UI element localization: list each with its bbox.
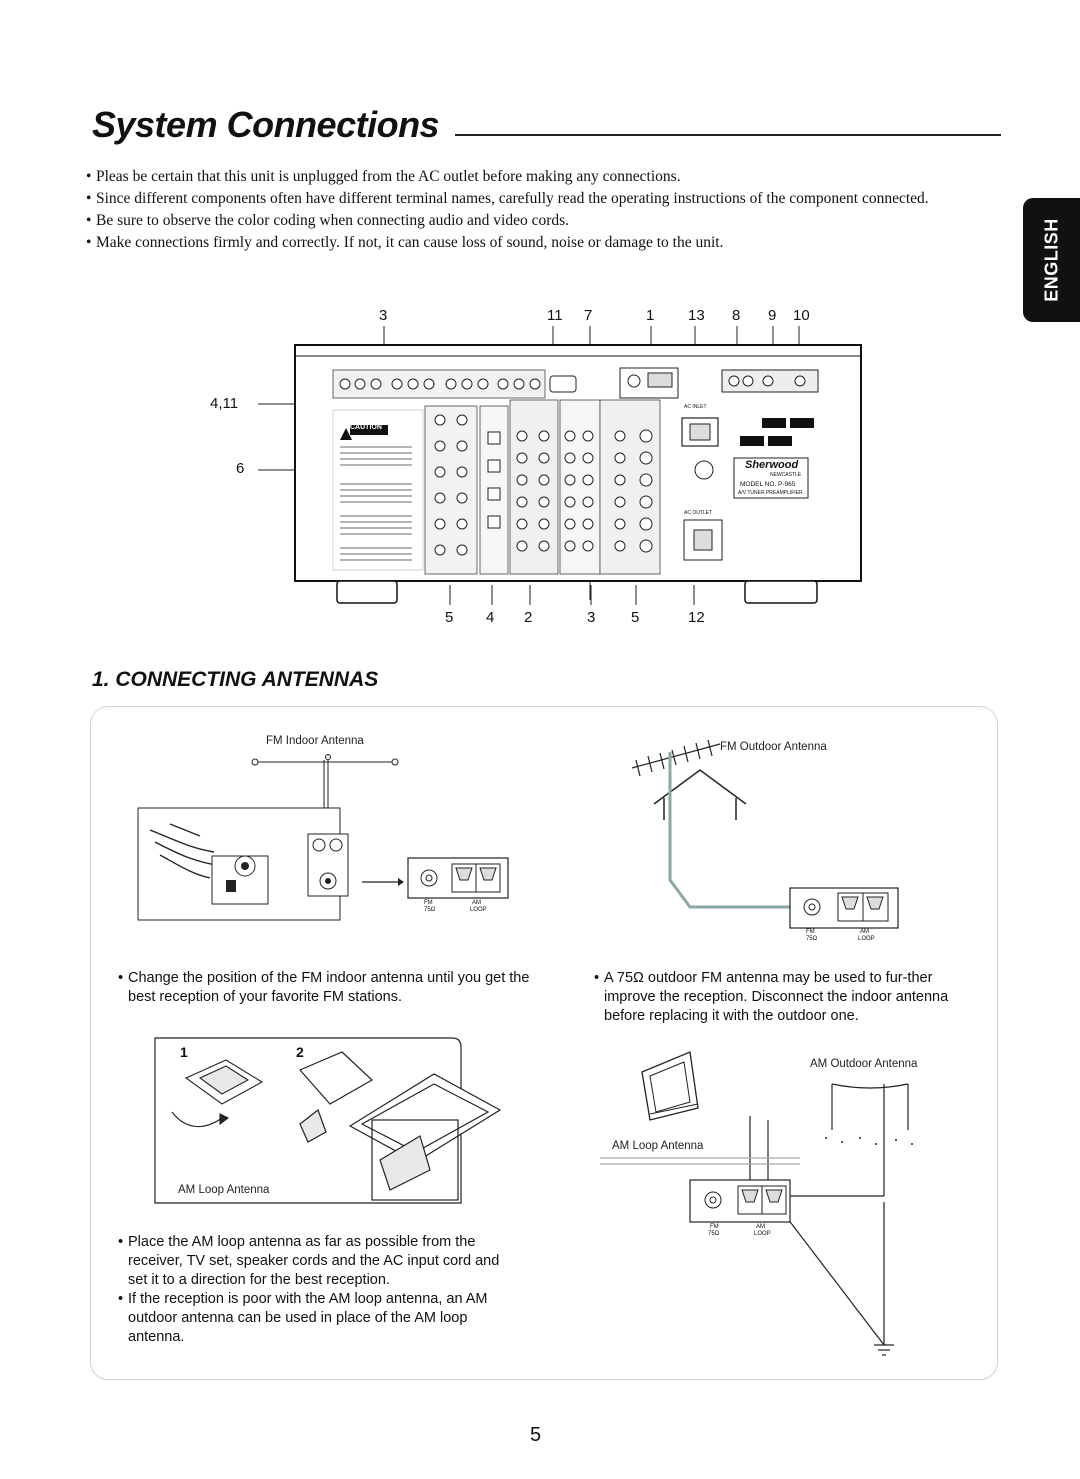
brand-sub: NEWCASTLE [770,472,802,478]
step-1-label: 1 [180,1044,188,1060]
terminal-loop-label: LOOP [754,1231,771,1237]
am-notes [118,1233,518,1347]
callout-number: 9 [768,307,777,324]
am-loop-label-right: AM Loop Antenna [612,1140,704,1152]
fm-indoor-note-text: • Change the position of the FM indoor antenna until you get the best reception of your favorite FM stations. [118,969,538,1007]
callout-number: 2 [524,609,533,626]
step-2-label: 2 [296,1044,304,1060]
terminal-fm-ohm-label: 75Ω [708,1231,720,1237]
callout-number: 11 [547,307,563,324]
callout-number: 3 [379,307,388,324]
am-loop-label-left: AM Loop Antenna [178,1184,270,1196]
ac-inlet-label: AC INLET [684,404,707,410]
note-item: • Make connections firmly and correctly. If not, it can cause loss of sound, noise or damage to the unit. [86,232,996,254]
terminal-loop-label: LOOP [858,936,875,942]
terminal-am-label: AM [756,1224,765,1230]
callout-number: 7 [584,307,593,324]
brand-logo: Sherwood [745,459,799,471]
section-title: 1. CONNECTING ANTENNAS [92,668,379,691]
terminal-am-label: AM [472,900,481,906]
model-description: A/V TUNER PREAMPLIFIER [738,490,803,496]
ac-outlet-label: AC OUTLET [684,510,713,516]
terminal-fm-label: FM [424,900,433,906]
callout-number: 5 [445,609,454,626]
terminal-fm-ohm-label: 75Ω [806,936,818,942]
fm-indoor-label: FM Indoor Antenna [266,735,364,747]
language-tab-label: ENGLISH [1041,218,1061,302]
fm-outdoor-label: FM Outdoor Antenna [720,741,827,753]
callout-number: 5 [631,609,640,626]
terminal-fm-ohm-label: 75Ω [424,907,436,913]
callout-number: 8 [732,307,741,324]
terminal-fm-label: FM [710,1224,719,1230]
callout-number: 4 [486,609,495,626]
model-number: MODEL NO. P-965 [740,481,796,488]
callout-number: 10 [793,307,810,324]
am-note-item: • If the reception is poor with the AM loop antenna, an AM outdoor antenna can be used in place of the AM loop antenna. [118,1290,518,1347]
fm-outdoor-note-text: • A 75Ω outdoor FM antenna may be used to fur-ther improve the reception. Disconnect the indoor antenna before replacing it with the outdoor one. [594,969,972,1026]
callout-number: 4,11 [210,395,239,412]
callout-number: 13 [688,307,705,324]
callout-number: 12 [688,609,705,626]
page-number: 5 [530,1424,542,1446]
terminal-loop-label: LOOP [470,907,487,913]
caution-label: CAUTION [350,424,382,431]
callout-number: 3 [587,609,596,626]
note-item: • Be sure to observe the color coding when connecting audio and video cords. [86,210,996,232]
am-outdoor-label: AM Outdoor Antenna [810,1058,918,1070]
am-note-item: • Place the AM loop antenna as far as possible from the receiver, TV set, speaker cords and the AC input cord and set it to a direction for the best reception. [118,1233,518,1290]
note-item: • Pleas be certain that this unit is unplugged from the AC outlet before making any connections. [86,166,996,188]
note-item: • Since different components often have different terminal names, carefully read the operating instructions of the component connected. [86,188,996,210]
terminal-am-label: AM [860,929,869,935]
callout-number: 6 [236,460,245,477]
callout-number: 1 [646,307,655,324]
terminal-fm-label: FM [806,929,815,935]
page-title: System Connections [92,104,440,145]
